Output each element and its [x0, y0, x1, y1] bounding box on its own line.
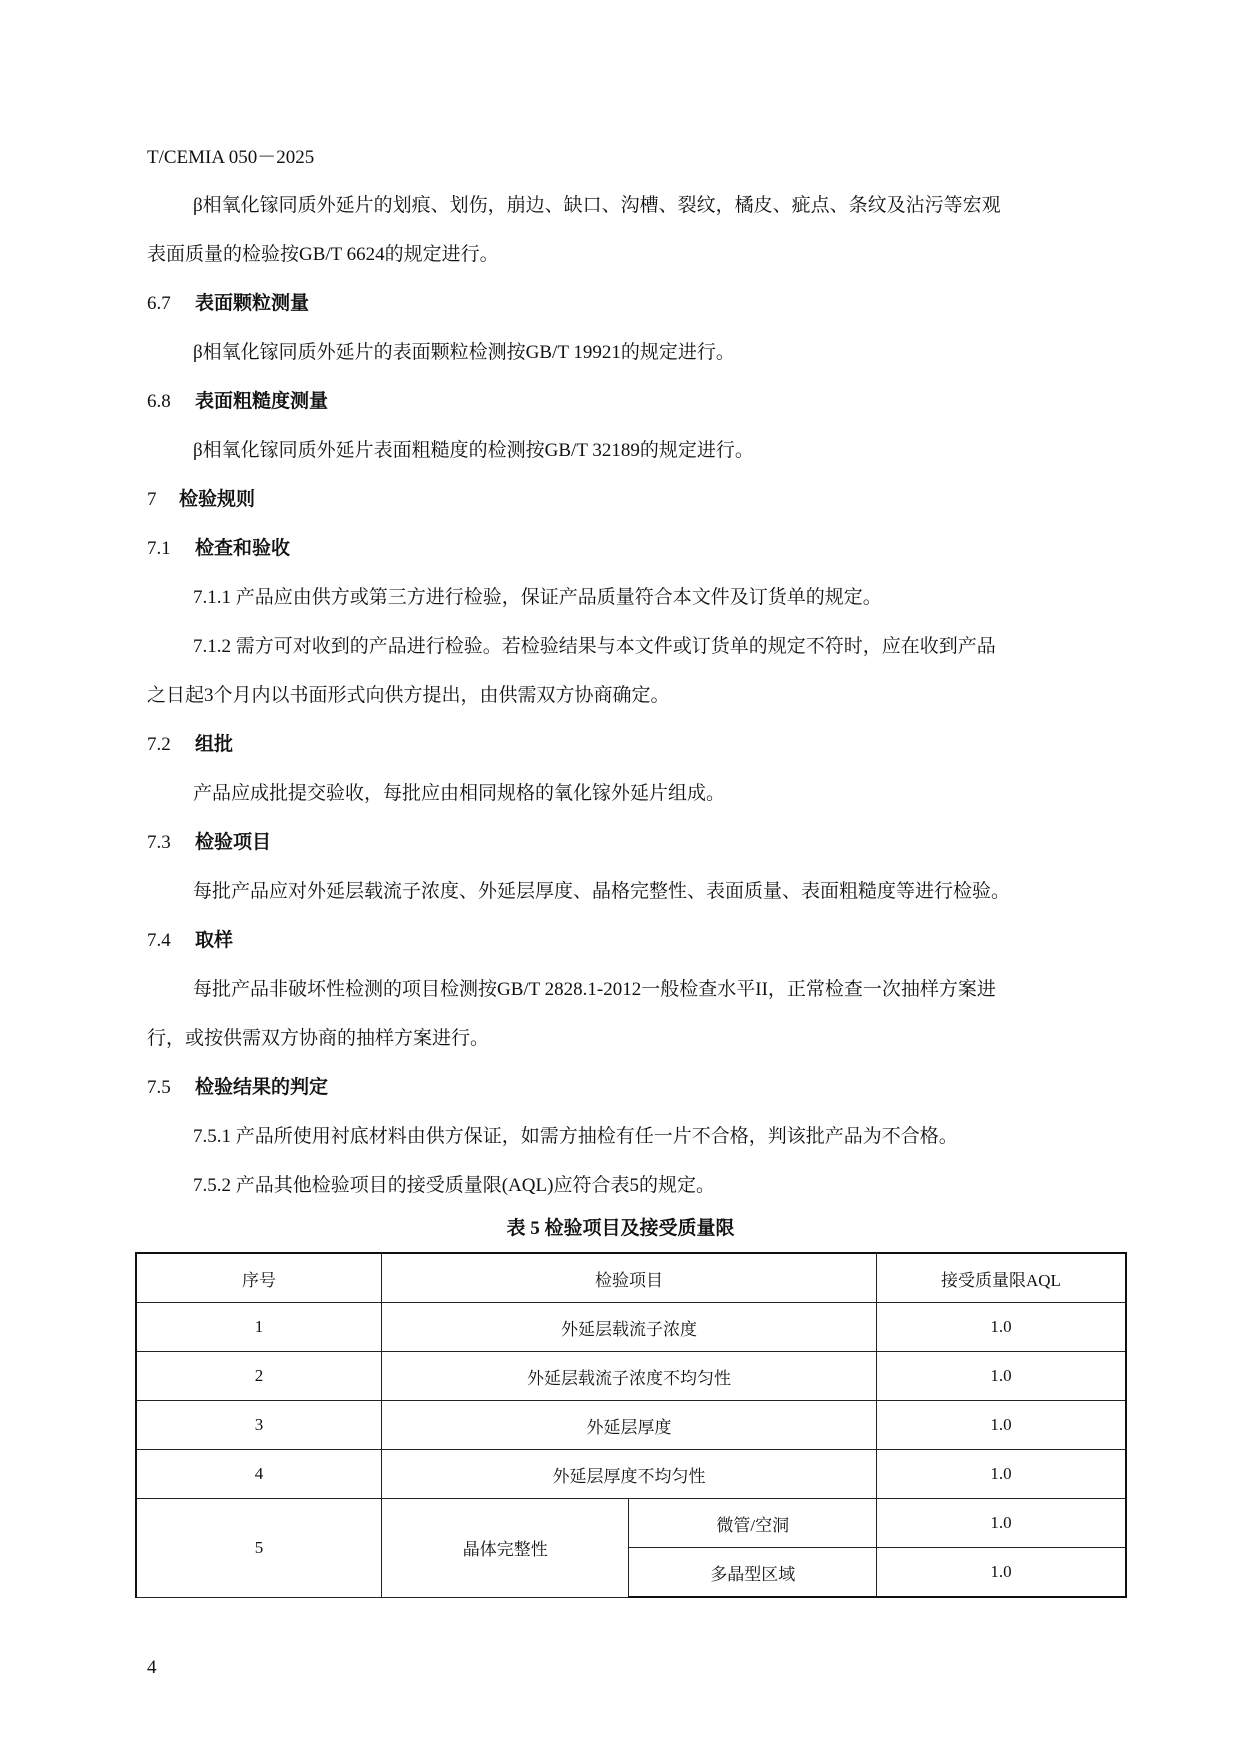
macro-quality-paragraph-line2: 表面质量的检验按GB/T 6624的规定进行。 [147, 244, 499, 265]
cell-aql: 1.0 [876, 1401, 1126, 1450]
table-caption: 表 5 检验项目及接受质量限 [506, 1218, 735, 1239]
heading-7-1 [147, 537, 290, 561]
heading-6-7 [147, 292, 309, 316]
heading-title: 表面颗粒测量 [195, 293, 310, 314]
cell-no: 4 [136, 1450, 381, 1499]
heading-title: 检查和验收 [195, 538, 291, 559]
cell-item: 外延层载流子浓度不均匀性 [381, 1352, 876, 1401]
cell-item: 外延层载流子浓度 [381, 1303, 876, 1352]
paragraph-7-5-1: 7.5.1 产品所使用衬底材料由供方保证，如需方抽检有任一片不合格，判该批产品为不合格。 [193, 1126, 958, 1147]
items-paragraph: 每批产品应对外延层载流子浓度、外延层厚度、晶格完整性、表面质量、表面粗糙度等进行检验。 [193, 881, 1011, 902]
cell-no: 3 [136, 1401, 381, 1450]
heading-number: 7.5 [147, 1077, 171, 1098]
heading-7-2 [147, 733, 233, 757]
heading-number: 7.3 [147, 832, 171, 853]
heading-6-8 [147, 390, 328, 414]
cell-aql: 1.0 [876, 1450, 1126, 1499]
cell-item: 外延层厚度不均匀性 [381, 1450, 876, 1499]
cell-subitem: 微管/空洞 [629, 1499, 876, 1548]
heading-7-3 [147, 831, 271, 855]
heading-number: 6.7 [147, 293, 171, 314]
sampling-paragraph-line1: 每批产品非破坏性检测的项目检测按GB/T 2828.1-2012一般检查水平II，正常检查一次抽样方案进 [193, 979, 996, 1000]
aql-table [135, 1252, 1127, 1598]
heading-7-5 [147, 1076, 328, 1100]
heading-number: 7 [147, 489, 157, 510]
heading-title: 检验规则 [179, 489, 256, 510]
cell-aql: 1.0 [876, 1548, 1126, 1598]
header-cell-item: 检验项目 [381, 1253, 876, 1303]
heading-title: 表面粗糙度测量 [195, 391, 329, 412]
cell-subitem: 多晶型区域 [629, 1548, 876, 1598]
table-row [136, 1352, 1126, 1401]
heading-title: 组批 [195, 734, 234, 755]
cell-aql: 1.0 [876, 1352, 1126, 1401]
heading-number: 6.8 [147, 391, 171, 412]
page-number: 4 [147, 1657, 157, 1678]
heading-7 [147, 488, 255, 512]
header-cell-aql: 接受质量限AQL [876, 1253, 1126, 1303]
paragraph-7-1-1: 7.1.1 产品应由供方或第三方进行检验，保证产品质量符合本文件及订货单的规定。 [193, 587, 882, 608]
header-cell-no: 序号 [136, 1253, 381, 1303]
batch-paragraph: 产品应成批提交验收，每批应由相同规格的氧化镓外延片组成。 [193, 783, 726, 804]
cell-item: 外延层厚度 [381, 1401, 876, 1450]
cell-no: 5 [136, 1499, 381, 1598]
particle-paragraph: β相氧化镓同质外延片的表面颗粒检测按GB/T 19921的规定进行。 [193, 342, 735, 363]
table-row [136, 1401, 1126, 1450]
paragraph-7-1-2-line2: 之日起3个月内以书面形式向供方提出，由供需双方协商确定。 [147, 685, 670, 706]
cell-no: 2 [136, 1352, 381, 1401]
roughness-paragraph: β相氧化镓同质外延片表面粗糙度的检测按GB/T 32189的规定进行。 [193, 440, 754, 461]
paragraph-7-5-2: 7.5.2 产品其他检验项目的接受质量限(AQL)应符合表5的规定。 [193, 1175, 715, 1196]
macro-quality-paragraph-line1: β相氧化镓同质外延片的划痕、划伤，崩边、缺口、沟槽、裂纹，橘皮、疵点、条纹及沾污等宏观 [193, 195, 1001, 216]
document-code: T/CEMIA 050－2025 [147, 147, 315, 168]
heading-number: 7.4 [147, 930, 171, 951]
sampling-paragraph-line2: 行，或按供需双方协商的抽样方案进行。 [147, 1028, 490, 1049]
cell-no: 1 [136, 1303, 381, 1352]
heading-title: 检验结果的判定 [195, 1077, 329, 1098]
table-row [136, 1450, 1126, 1499]
cell-aql: 1.0 [876, 1303, 1126, 1352]
table-row [136, 1499, 1126, 1548]
heading-number: 7.1 [147, 538, 171, 559]
paragraph-7-1-2-line1: 7.1.2 需方可对收到的产品进行检验。若检验结果与本文件或订货单的规定不符时，应在收到产品 [193, 636, 996, 657]
table-row [136, 1303, 1126, 1352]
table-header-row [136, 1253, 1126, 1303]
cell-aql: 1.0 [876, 1499, 1126, 1548]
heading-number: 7.2 [147, 734, 171, 755]
heading-title: 取样 [195, 930, 234, 951]
heading-7-4 [147, 929, 233, 953]
heading-title: 检验项目 [195, 832, 272, 853]
cell-item: 晶体完整性 [381, 1499, 628, 1598]
